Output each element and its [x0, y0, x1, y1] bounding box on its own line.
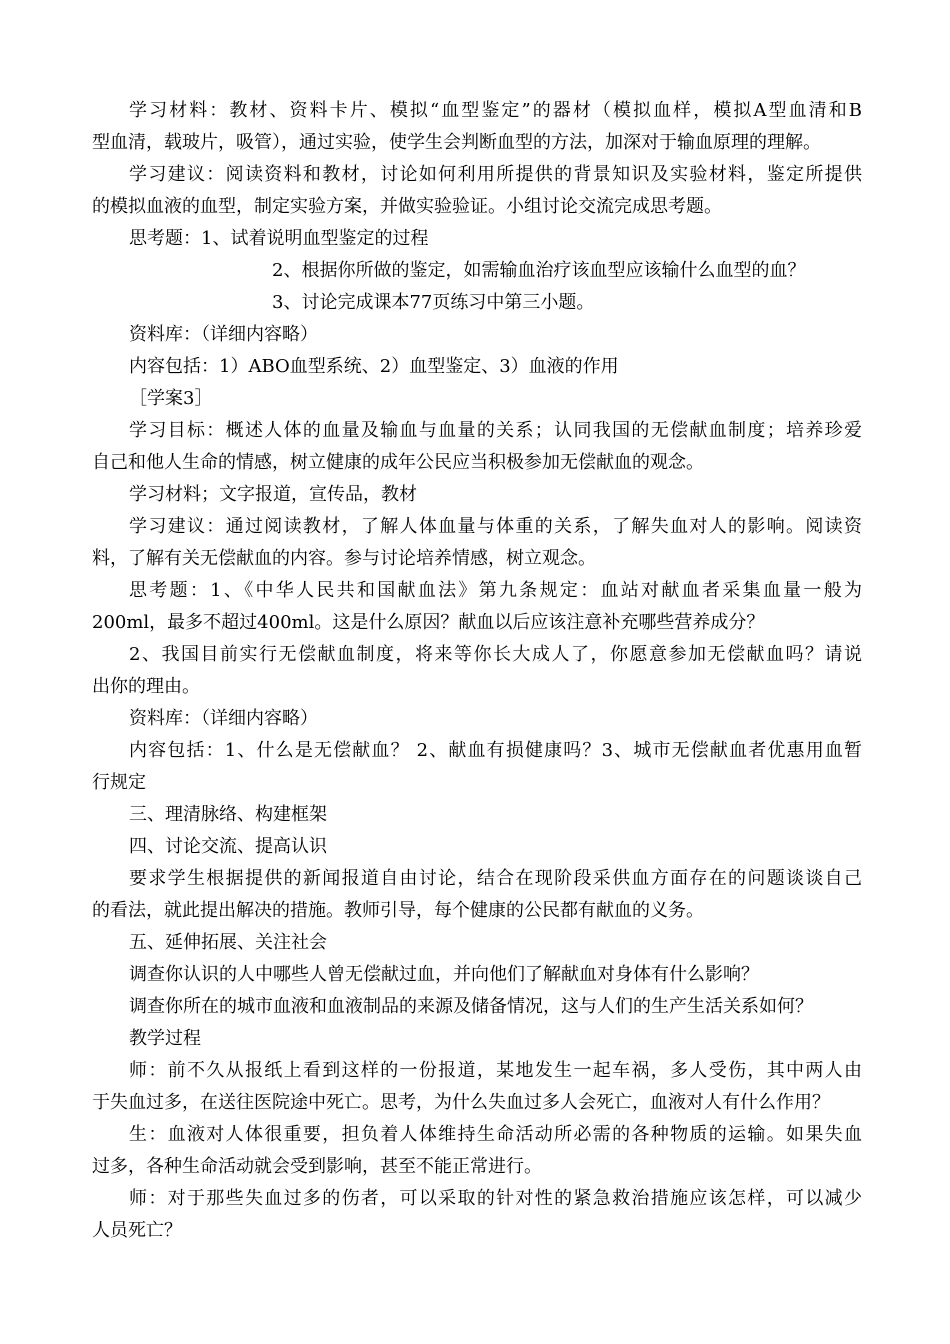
text-line: 生：血液对人体很重要，担负着人体维持生命活动所必需的各种物质的运输。如果失血 — [129, 1124, 862, 1145]
text-line: 调查你所在的城市血液和血液制品的来源及储备情况，这与人们的生产生活关系如何？ — [129, 996, 813, 1017]
text-line: 200ml，最多不超过400ml。这是什么原因？献血以后应该注意补充哪些营养成分？ — [92, 612, 765, 633]
text-line: 三、理清脉络、构建框架 — [129, 804, 327, 825]
text-line: 学习材料；文字报道，宣传品，教材 — [129, 484, 417, 505]
text-line: 的模拟血液的血型，制定实验方案，并做实验验证。小组讨论交流完成思考题。 — [92, 196, 722, 217]
text-line: 出你的理由。 — [92, 676, 200, 697]
text-line: 四、讨论交流、提高认识 — [129, 836, 327, 857]
text-line: 2、我国目前实行无偿献血制度，将来等你长大成人了，你愿意参加无偿献血吗？请说 — [129, 644, 862, 665]
text-line: 型血清，载玻片，吸管），通过实验，使学生会判断血型的方法，加深对于输血原理的理解。 — [92, 132, 821, 153]
text-line: 人员死亡？ — [92, 1220, 182, 1241]
document-page — [92, 95, 862, 1247]
text-line: 3、讨论完成课本77页练习中第三小题。 — [272, 292, 595, 313]
text-line: 内容包括：1）ABO血型系统、2）血型鉴定、3）血液的作用 — [129, 356, 619, 377]
text-line: 过多，各种生命活动就会受到影响，甚至不能正常进行。 — [92, 1156, 542, 1177]
text-line: 要求学生根据提供的新闻报道自由讨论，结合在现阶段采供血方面存在的问题谈谈自己 — [129, 868, 862, 889]
text-line: 行规定 — [92, 772, 146, 793]
text-line: 2、根据你所做的鉴定，如需输血治疗该血型应该输什么血型的血？ — [272, 260, 806, 281]
text-line: 思考题：1、《中华人民共和国献血法》第九条规定：血站对献血者采集血量一般为 — [129, 580, 862, 601]
text-line: 师：对于那些失血过多的伤者，可以采取的针对性的紧急救治措施应该怎样，可以减少 — [129, 1188, 862, 1209]
text-line: 教学过程 — [129, 1028, 201, 1049]
text-line: 的看法，就此提出解决的措施。教师引导，每个健康的公民都有献血的义务。 — [92, 900, 704, 921]
text-line: 内容包括：1、什么是无偿献血？ 2、献血有损健康吗？3、城市无偿献血者优惠用血暂 — [129, 740, 862, 761]
text-line: 资料库：（详细内容略） — [129, 324, 318, 345]
text-line: ［学案3］ — [129, 388, 213, 409]
text-line: 学习建议：通过阅读教材，了解人体血量与体重的关系，了解失血对人的影响。阅读资 — [129, 516, 862, 537]
text-line: 学习建议：阅读资料和教材，讨论如何利用所提供的背景知识及实验材料，鉴定所提供 — [129, 164, 862, 185]
text-line: 学习目标：概述人体的血量及输血与血量的关系；认同我国的无偿献血制度；培养珍爱 — [129, 420, 862, 441]
text-line: 于失血过多，在送往医院途中死亡。思考，为什么失血过多人会死亡，血液对人有什么作用？ — [92, 1092, 830, 1113]
text-line: 师：前不久从报纸上看到这样的一份报道，某地发生一起车祸，多人受伤，其中两人由 — [129, 1060, 862, 1081]
text-line: 自己和他人生命的情感，树立健康的成年公民应当积极参加无偿献血的观念。 — [92, 452, 704, 473]
text-line: 调查你认识的人中哪些人曾无偿献过血，并向他们了解献血对身体有什么影响？ — [129, 964, 759, 985]
text-line: 思考题：1、试着说明血型鉴定的过程 — [129, 228, 429, 249]
text-line: 料，了解有关无偿献血的内容。参与讨论培养情感，树立观念。 — [92, 548, 596, 569]
text-line: 五、延伸拓展、关注社会 — [129, 932, 327, 953]
text-line: 学习材料：教材、资料卡片、模拟“血型鉴定”的器材（模拟血样，模拟A型血清和B — [129, 100, 862, 121]
text-line: 资料库：（详细内容略） — [129, 708, 318, 729]
